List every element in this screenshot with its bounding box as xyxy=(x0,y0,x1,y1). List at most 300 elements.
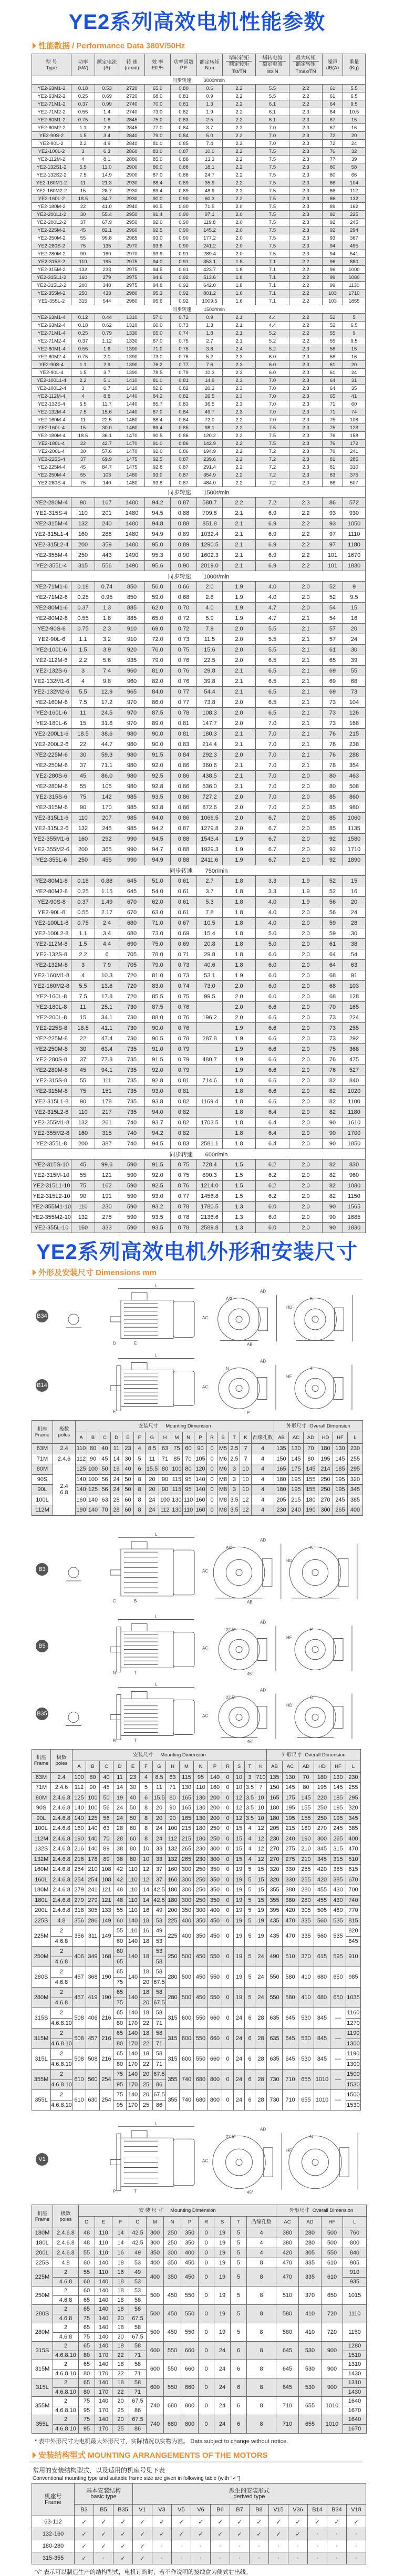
motor-type: YE2-355L-6 xyxy=(32,855,71,865)
cell: 177.2 xyxy=(197,234,223,242)
cell: 83 xyxy=(323,471,343,479)
cell: M8 xyxy=(217,1495,229,1505)
cell: 385 xyxy=(346,1824,361,1834)
cell: 92.0 xyxy=(145,1170,171,1181)
cell: 191 xyxy=(95,1191,119,1202)
cell: 67 xyxy=(323,124,343,132)
cell: 2.3 xyxy=(289,116,323,124)
table-row xyxy=(32,2228,367,2238)
cell: 54 xyxy=(323,613,343,624)
poles-cell-merged xyxy=(53,1464,76,1516)
cell: 6.0 xyxy=(256,361,289,369)
column-header: AC xyxy=(283,1761,298,1772)
cell: 52 xyxy=(323,322,343,329)
cell: 97.1 xyxy=(197,211,223,219)
cell: 0 xyxy=(199,2305,214,2323)
cell: 50 xyxy=(122,1485,134,1495)
cell: 5 xyxy=(231,2268,247,2287)
cell: 655 xyxy=(299,2415,322,2434)
cell: 6 xyxy=(231,2378,247,2397)
table-row xyxy=(32,939,366,949)
cell: 0.70 xyxy=(171,603,197,613)
cell: 320 xyxy=(267,1865,283,1875)
cell: 162 xyxy=(95,1181,119,1191)
cell: 45 xyxy=(99,1454,111,1464)
split-value: 140 xyxy=(98,2306,109,2313)
cell: 1050 xyxy=(343,519,366,529)
cell: 4.4 xyxy=(256,322,289,329)
cell: 48 xyxy=(79,2228,95,2238)
table-row xyxy=(32,1139,366,1149)
cell xyxy=(95,2323,112,2342)
cell: 1480 xyxy=(119,540,145,550)
split-cell xyxy=(140,2049,152,2069)
check-icon: ✓ xyxy=(75,2516,94,2528)
cell: 5.0 xyxy=(197,132,223,140)
cell: 93.5 xyxy=(145,1223,171,1233)
cell: 0.72 xyxy=(171,314,197,322)
cell: 52 xyxy=(323,592,343,603)
motor-type: YE2-315M-8 xyxy=(32,1086,71,1096)
cell: 140 xyxy=(76,1474,87,1485)
cell: 2.1 xyxy=(289,666,323,676)
cell: 740 xyxy=(119,1139,145,1149)
cell: 24 xyxy=(255,1988,267,2008)
cell: 6.2 xyxy=(256,1170,289,1181)
cell: 3 xyxy=(229,1464,240,1475)
table-row xyxy=(32,1065,366,1075)
cell: 2.0 xyxy=(289,907,323,918)
frame-cell: 132S xyxy=(32,1844,51,1855)
end-shield xyxy=(305,1378,326,1399)
dimension-label: AD xyxy=(260,1289,266,1294)
sync-speed-label xyxy=(32,571,366,582)
cell: 75.0 xyxy=(145,939,171,949)
table-row xyxy=(32,448,366,456)
column-header: AD xyxy=(298,1761,314,1772)
cell: 6.5 xyxy=(256,655,289,666)
cell: 0.67 xyxy=(171,918,197,928)
cell: 880 xyxy=(343,258,366,266)
cell: 15.6 xyxy=(197,645,223,655)
split-value: 22 xyxy=(140,2059,152,2070)
cell: 7.5 xyxy=(256,424,289,432)
cell: 2.1 xyxy=(289,739,323,750)
cell: 450 xyxy=(164,2323,181,2342)
cell: 5.5 xyxy=(256,645,289,655)
cell: 355 xyxy=(166,2090,180,2111)
cell: 1390 xyxy=(119,345,145,353)
split-value: 4.6.8 xyxy=(51,1998,72,2008)
dimension-label: E xyxy=(113,1409,116,1414)
split-value: 140 xyxy=(95,2314,112,2323)
cell xyxy=(346,2090,361,2111)
cell: 315 xyxy=(166,2029,180,2049)
frame-cell: 315S xyxy=(32,2008,51,2029)
cell: 94.8 xyxy=(145,519,171,529)
cell: 6.5 xyxy=(256,708,289,718)
column-header: R xyxy=(222,1761,234,1772)
cell: 58 xyxy=(343,163,366,171)
cell: 1830 xyxy=(343,561,366,571)
cell: 710 xyxy=(276,2415,299,2434)
cell: 400 xyxy=(147,2258,164,2268)
cell: 38 xyxy=(343,939,366,949)
shaft-end xyxy=(236,1316,242,1322)
table-row xyxy=(32,1181,366,1191)
cell: 1.8 xyxy=(223,928,256,939)
check-icon: ✓ xyxy=(288,2516,308,2528)
motor-type: YE2-160M2-2 xyxy=(32,187,71,195)
cell: 12 xyxy=(234,1803,245,1814)
cell: 55 xyxy=(323,337,343,345)
split-cell xyxy=(95,2360,112,2378)
split-cell xyxy=(95,2323,112,2341)
split-cell xyxy=(53,2415,78,2433)
cell xyxy=(343,2397,367,2415)
cell: 24 xyxy=(111,1485,122,1495)
cell: 1475 xyxy=(119,456,145,463)
cell: 0.90 xyxy=(171,219,197,226)
cell: 85 xyxy=(323,823,343,834)
cell: 19 xyxy=(234,1988,245,2008)
table-row xyxy=(32,479,366,487)
poles-header xyxy=(53,1421,76,1444)
dimension-label: 45° xyxy=(247,2190,254,2195)
dot-icon: · xyxy=(191,2540,211,2552)
motor-type: YE2-315S-4 xyxy=(32,508,71,519)
cell: 0.86 xyxy=(171,802,197,813)
table-row xyxy=(32,970,366,981)
cell: 0.99 xyxy=(95,100,119,108)
cell: 2.1 xyxy=(289,613,323,624)
cell: 6.6 xyxy=(256,1033,289,1044)
cell: 3 xyxy=(229,1485,240,1495)
cell: 125 xyxy=(86,1813,100,1824)
cell: 254 xyxy=(100,2090,113,2111)
motor-type: YE2-132M-4 xyxy=(32,408,71,416)
split-value: 58 xyxy=(134,2306,141,2313)
cell: 5.2 xyxy=(256,337,289,345)
table-row xyxy=(32,1916,361,1926)
cell: 2.2 xyxy=(289,282,323,289)
frame-cell: 63M xyxy=(32,1444,53,1454)
cell: 105 xyxy=(194,1454,207,1464)
cell: 2.2 xyxy=(223,463,256,471)
cell: 82.1 xyxy=(95,226,119,234)
cell: 9.5 xyxy=(343,337,366,345)
mounting-type-header: V6 xyxy=(191,2505,211,2516)
cell: 275 xyxy=(283,1854,298,1865)
cell: 217 xyxy=(95,1107,119,1118)
cell: 24 xyxy=(343,140,366,148)
motor-type: YE2-250M-2 xyxy=(32,234,71,242)
cell: 180 xyxy=(267,1803,283,1814)
cell: 56 xyxy=(99,1474,111,1485)
split-value: 58 xyxy=(134,2343,141,2350)
cell: 2740 xyxy=(119,100,145,108)
mounting-type-header: V15 xyxy=(269,2505,288,2516)
cell xyxy=(140,2070,153,2090)
cell: 0.75 xyxy=(171,1170,197,1181)
cell: 24 xyxy=(214,2360,231,2378)
cell: 67.0 xyxy=(145,337,171,345)
cell: 0.88 xyxy=(171,163,197,171)
cell: 2845 xyxy=(119,124,145,132)
cell: 2975 xyxy=(119,274,145,282)
split-cell xyxy=(53,2378,78,2396)
cell: 7.5 xyxy=(256,171,289,179)
cell: 1480 xyxy=(119,471,145,479)
cell: 80 xyxy=(323,171,343,179)
cell: 2.0 xyxy=(223,697,256,708)
table-row xyxy=(32,876,366,886)
cell: 4.7 xyxy=(256,603,289,613)
terminal-box-side xyxy=(339,2148,349,2177)
cell: 6 xyxy=(245,2049,255,2070)
cell: 2.1 xyxy=(223,561,256,571)
cell: 24 xyxy=(214,2342,231,2360)
motor-type: YE2-200L2-2 xyxy=(32,219,71,226)
cell: 200 xyxy=(71,844,95,855)
table-row xyxy=(32,1044,366,1054)
motor-type: YE2-132M-8 xyxy=(32,960,71,970)
cell: 30 xyxy=(71,448,95,456)
cell: 24 xyxy=(234,2029,245,2049)
cell: 980 xyxy=(119,771,145,781)
motor-type: YE2-90L-4 xyxy=(32,369,71,377)
cell: 2.2 xyxy=(223,163,256,171)
cell: 121 xyxy=(100,1885,113,1896)
cell: 6.2 xyxy=(256,1191,289,1202)
header-cn: 最大转矩 xyxy=(293,55,319,61)
split-cell xyxy=(129,2378,146,2396)
cell: 2.0 xyxy=(289,792,323,802)
column-header: R xyxy=(199,2217,214,2228)
cell: 350 xyxy=(208,1865,222,1875)
column-header xyxy=(32,54,71,76)
shaft xyxy=(110,1570,121,1575)
cell: 6.0 xyxy=(256,1202,289,1212)
cell: 590 xyxy=(119,1170,145,1181)
table-row xyxy=(32,1454,363,1464)
split-value: 18 xyxy=(112,2295,129,2305)
cell: 180 xyxy=(267,1813,283,1824)
cell: 130 xyxy=(333,1444,348,1454)
split-value: 67.5 xyxy=(153,1998,165,2008)
cell: 0.83 xyxy=(171,400,197,408)
motor-type: YE2-225M-2 xyxy=(32,226,71,234)
cell: 2.1 xyxy=(223,314,256,322)
cell: 93.0 xyxy=(145,1086,171,1096)
cell: 0.55 xyxy=(71,613,95,624)
cell: 0 xyxy=(222,1783,234,1793)
cell xyxy=(127,2070,140,2090)
cell: 205 xyxy=(267,1824,283,1834)
cell: 0 xyxy=(222,1967,234,1988)
cell: 140 xyxy=(72,1803,86,1814)
cell: 2.1 xyxy=(289,624,323,634)
table-row xyxy=(32,1086,366,1096)
cell: 4 xyxy=(247,2248,276,2258)
header-en: (A) xyxy=(103,65,110,71)
table-row xyxy=(32,1191,366,1202)
cell: 985 xyxy=(119,813,145,823)
shaft-section-icon xyxy=(68,1567,79,1578)
cell xyxy=(113,2090,127,2111)
split-value: 170 xyxy=(127,2059,139,2070)
cell: 19 xyxy=(111,1464,122,1475)
cell: 28 xyxy=(113,1824,127,1834)
cell: 112 xyxy=(343,187,366,195)
header-row xyxy=(32,1432,363,1444)
cell: 0 xyxy=(222,2090,234,2111)
split-value: 170 xyxy=(127,2080,139,2090)
cell: 241 xyxy=(86,1885,100,1896)
cell xyxy=(197,1128,223,1139)
split-value: 22 xyxy=(112,2369,129,2378)
cell: 76.2 xyxy=(145,361,171,369)
cell: 2900 xyxy=(119,171,145,179)
cell: 2.5 xyxy=(229,1454,240,1464)
cell: 1330 xyxy=(119,329,145,337)
cell: 30.0 xyxy=(95,424,119,432)
cell: 335 xyxy=(298,1916,314,1926)
poles-cell: 4.8 xyxy=(53,2258,79,2268)
cell: 3.5 xyxy=(245,1803,255,1814)
header-cn2: 额定转矩 xyxy=(229,61,249,67)
cell: 185 xyxy=(330,1793,346,1803)
diagram-b35 xyxy=(0,1681,394,1747)
split-value: 4.6.8.10 xyxy=(51,2018,72,2029)
column-header: AB xyxy=(274,1432,289,1444)
column-header: P xyxy=(181,2217,199,2228)
cell: 58 xyxy=(323,345,343,353)
split-cell xyxy=(95,2342,112,2360)
cell: 1.8 xyxy=(95,116,119,124)
cell xyxy=(79,2342,95,2360)
cell: 0 xyxy=(207,1505,217,1516)
column-header: E xyxy=(127,1761,140,1772)
cell: 108 xyxy=(100,1875,113,1885)
cell: 985 xyxy=(119,802,145,813)
cell: 590 xyxy=(119,1202,145,1212)
cell: 29.8 xyxy=(197,949,223,960)
cell: 2.9 xyxy=(95,361,119,369)
cell: 40 xyxy=(100,1772,113,1783)
split-cell xyxy=(140,2029,152,2049)
cell: 80 xyxy=(183,1464,194,1475)
terminal-box xyxy=(131,1542,147,1549)
table-row xyxy=(32,823,366,834)
cell: 110 xyxy=(76,1444,87,1454)
split-value: 2 xyxy=(64,2306,68,2313)
header-ratio: Tmax/TN xyxy=(295,69,316,75)
cell: 90 xyxy=(323,1139,343,1149)
cell: 0 xyxy=(199,2268,214,2287)
column-header: AB xyxy=(267,1761,283,1772)
cell: 190 xyxy=(100,1967,113,1988)
cell: 356 xyxy=(72,1916,86,1926)
cell xyxy=(79,2397,95,2415)
cell: 255 xyxy=(346,1783,361,1793)
cell: 270 xyxy=(267,1844,283,1855)
cell: 356 xyxy=(72,1926,86,1947)
cell xyxy=(129,2268,147,2287)
cell: 180.3 xyxy=(197,729,223,739)
split-value: 18 xyxy=(117,2343,124,2350)
cell: 2.1 xyxy=(289,697,323,708)
split-cell xyxy=(129,2323,146,2341)
cell: 0.61 xyxy=(171,907,197,918)
split-cell xyxy=(129,2342,146,2360)
cell: 680 xyxy=(119,918,145,928)
cell: 500 xyxy=(180,1967,194,1988)
cell: 530 xyxy=(298,2029,314,2049)
cell: 2.2 xyxy=(223,116,256,124)
cell: 57 xyxy=(323,624,343,634)
cell: 2.2 xyxy=(223,171,256,179)
end-shield xyxy=(229,1309,250,1330)
poles-cell: 2.4.6.8 xyxy=(51,1854,72,1865)
cell: 15 xyxy=(255,1895,267,1906)
motor-type: YE2-160M1-8 xyxy=(32,970,71,981)
cell: 180 xyxy=(194,1824,208,1834)
split-value: 75 xyxy=(113,1977,126,1988)
cell: 2.0 xyxy=(289,855,323,865)
cell: 660 xyxy=(181,2342,199,2360)
cell: 4.0 xyxy=(256,582,289,592)
cell: 457 xyxy=(72,1988,86,2008)
cell: 160 xyxy=(71,834,95,844)
cell: 2975 xyxy=(119,266,145,274)
table-row xyxy=(32,195,366,203)
poles-cell xyxy=(53,2342,79,2360)
cell: 160 xyxy=(71,529,95,540)
cell: 6.4 xyxy=(256,1107,289,1118)
cell: 110 xyxy=(95,2248,112,2258)
table-row xyxy=(32,634,366,645)
cell: 580 xyxy=(283,1988,298,2008)
cell: 335 xyxy=(299,2268,322,2287)
mounting-type-header: V5 xyxy=(172,2505,191,2516)
cell: 92.8 xyxy=(145,781,171,792)
cell xyxy=(95,2415,112,2434)
table-row xyxy=(32,813,366,823)
cell: 680 xyxy=(119,928,145,939)
cell: 2.0 xyxy=(289,1160,323,1170)
poles-cell: 2.4.6.8 xyxy=(51,1834,72,1844)
cell: 86.0 xyxy=(145,163,171,171)
cell: 201 xyxy=(95,508,119,519)
column-header: AC xyxy=(276,2217,299,2228)
cell: 0 xyxy=(222,2008,234,2029)
cell: 600 xyxy=(147,2378,164,2397)
cell: 438.5 xyxy=(197,771,223,781)
split-value: 25 xyxy=(140,2100,152,2111)
cell: 645 xyxy=(283,2029,298,2049)
table-row xyxy=(32,1947,361,1967)
cell: 1.1 xyxy=(71,124,95,132)
cell: 0.86 xyxy=(171,771,197,781)
cell: 2.0 xyxy=(289,771,323,781)
cell: 0.92 xyxy=(171,274,197,282)
cell: 19 xyxy=(234,1885,245,1896)
dimension-label: C xyxy=(310,1695,313,1700)
cell xyxy=(79,2287,95,2305)
cell: 7.5 xyxy=(256,250,289,258)
table-row xyxy=(32,1875,361,1885)
